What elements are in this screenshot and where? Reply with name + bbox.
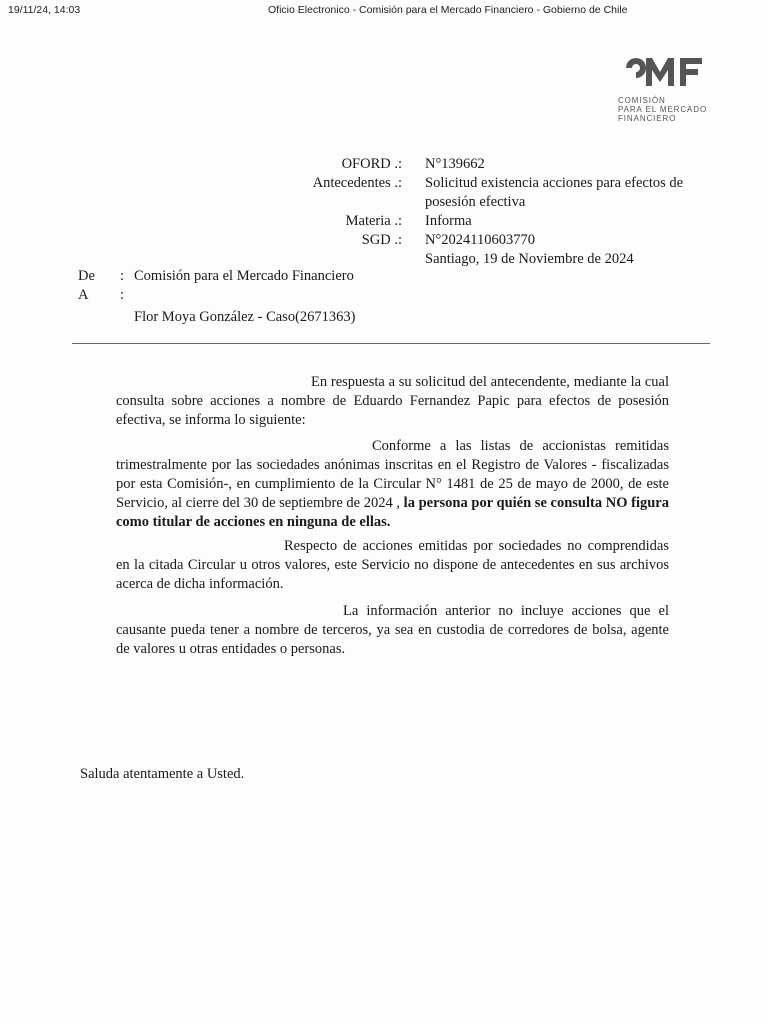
cmf-logo-mark-icon: [618, 52, 706, 92]
meta-labels: [0, 155, 402, 250]
de-colon: :: [120, 268, 125, 284]
materia-value: Informa: [425, 213, 472, 229]
print-timestamp: 19/11/24, 14:03: [8, 4, 81, 16]
paragraph-2-bold: la persona por quién se consulta NO figura como titular de acciones en ninguna de ellas.: [116, 495, 669, 530]
cmf-logo: [618, 52, 710, 123]
logo-line-2: PARA EL MERCADO: [618, 105, 708, 114]
a-value: Flor Moya González - Caso(2671363): [134, 309, 356, 325]
sgd-value: N°2024110603770: [425, 232, 535, 248]
logo-line-1: COMISIÓN: [618, 96, 666, 105]
paragraph-1: En respuesta a su solicitud del antecendente, mediante la cual consulta sobre acciones a nombre de Eduardo Fernandez Papic para efectos de posesión efectiva, se informa lo siguiente:: [116, 374, 669, 428]
sgd-label: SGD .:: [361, 232, 402, 248]
materia-label: Materia .:: [345, 213, 402, 229]
logo-line-3: FINANCIERO: [618, 114, 677, 123]
closing-salutation: Saluda atentamente a Usted.: [80, 766, 245, 782]
paragraph-2-text: Conforme a las listas de accionistas remitidas trimestralmente por las sociedades anónimas inscritas en el Registro de Valores - fiscalizadas por esta Comisión-, en cumplimiento de la Circular N° 1481 de 25 de mayo de 2000, de este Servicio, al cierre del 30 de septiembre de 2024 ,: [116, 438, 669, 511]
divider: [72, 343, 710, 344]
de-value: Comisión para el Mercado Financiero: [134, 268, 354, 284]
paragraph-4: La información anterior no incluye acciones que el causante pueda tener a nombre de terceros, ya sea en custodia de corredores de bolsa, agente de valores u otras entidades o personas.: [116, 603, 669, 657]
de-label: De: [78, 268, 95, 284]
antecedentes-label: Antecedentes .:: [312, 175, 402, 191]
oford-value: N°139662: [425, 156, 485, 172]
letter-date: Santiago, 19 de Noviembre de 2024: [425, 251, 634, 267]
paragraph-3: Respecto de acciones emitidas por sociedades no comprendidas en la citada Circular u otros valores, este Servicio no dispone de antecedentes en sus archivos acerca de dicha información.: [116, 538, 669, 592]
antecedentes-value: Solicitud existencia acciones para efectos de posesión efectiva: [425, 175, 684, 210]
paragraph-2: [116, 437, 669, 532]
meta-values: [425, 155, 725, 269]
print-header-title: Oficio Electronico - Comisión para el Mercado Financiero - Gobierno de Chile: [268, 4, 628, 16]
a-colon: :: [120, 287, 125, 303]
a-label: A: [78, 287, 89, 303]
oford-label: OFORD .:: [341, 156, 402, 172]
